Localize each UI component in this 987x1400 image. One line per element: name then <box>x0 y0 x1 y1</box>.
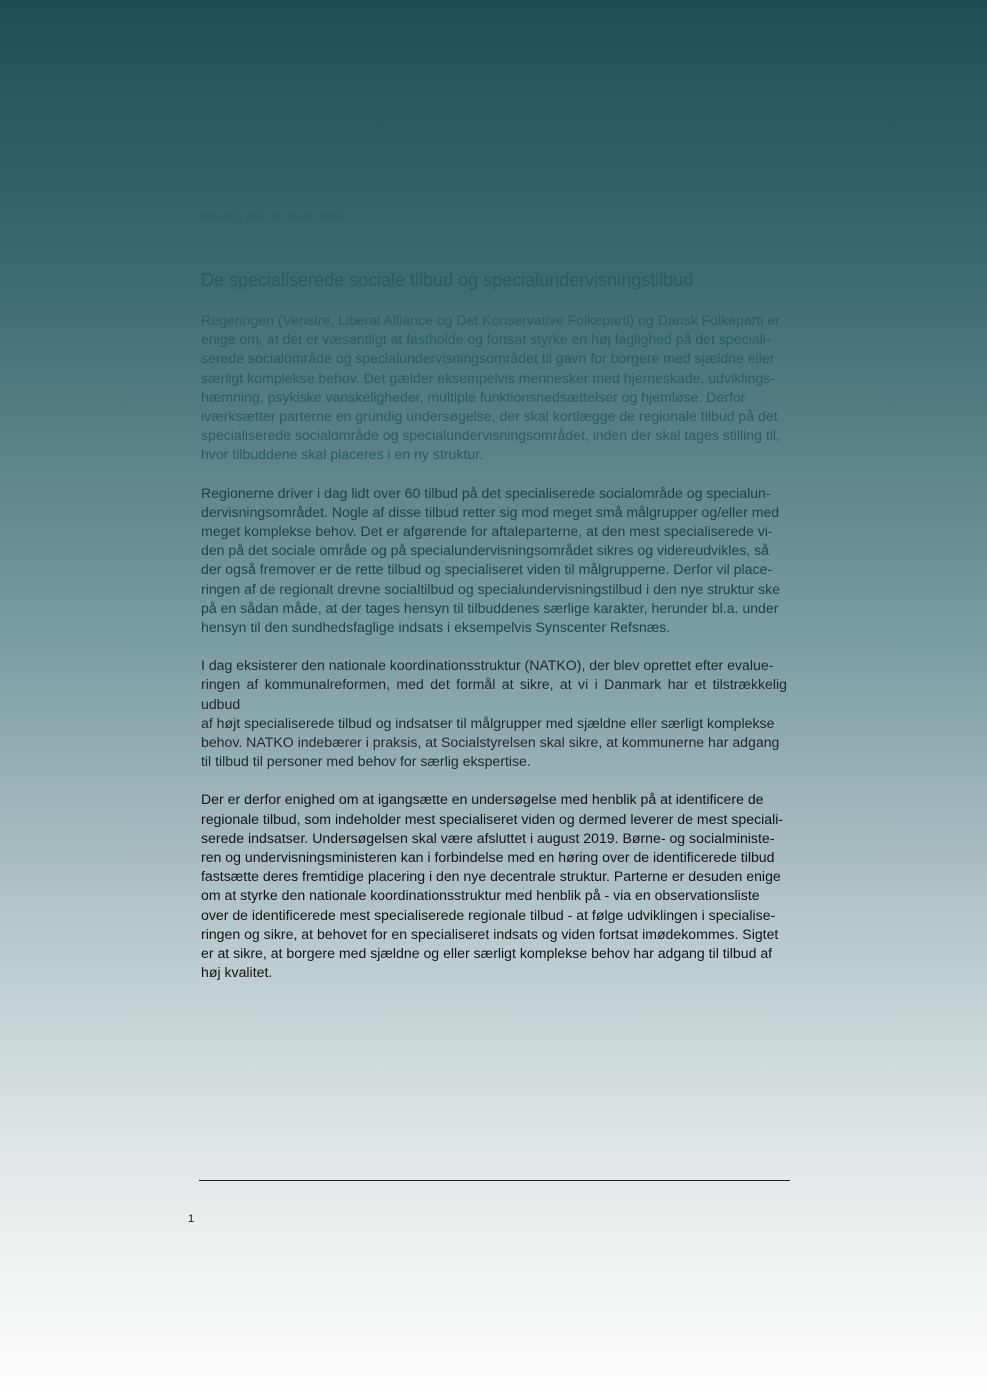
paragraph-1: Regeringen (Venstre, Liberal Alliance og Det Konservative Folkeparti) og Dansk Folkeparti er enige om, at det er væsentligt at fastholde og fortsat styrke en høj faglighed på det speciali- serede socialområde og specialundervisningsområdet til gavn for borgere med sjældne eller særligt komplekse behov. Det gælder eksempelvis mennesker med hjerneskade, udviklings- hæmning, psykiske vanskeligheder, multiple funktionsnedsættelser og hjemløse. Derfor iværksætter parterne en grundig undersøgelse, der skal kortlægge de regionale tilbud på det specialiserede socialområde og specialundervisningsområdet, inden der skal tages stilling til, hvor tilbuddene skal placeres i en ny struktur. <box>201 312 780 463</box>
paragraph-3: I dag eksisterer den nationale koordinationsstruktur (NATKO), der blev oprettet efter evalue- ringen af kommunalreformen, med det formål at sikre, at vi i Danmark har et tilstrækkelig udbud af højt specialiserede tilbud og indsatser til målgrupper med sjældne eller særligt komplekse behov. NATKO indebærer i praksis, at Socialstyrelsen skal sikre, at kommunerne har adgang til tilbud til personer med behov for særlig ekspertise. <box>201 657 787 770</box>
page-number: 1 <box>188 1213 195 1225</box>
paragraph-2: Regionerne driver i dag lidt over 60 tilbud på det specialiserede socialområde og specialun- dervisningsområdet. Nogle af disse tilbud retter sig mod meget små målgrupper og/eller med meget komplekse behov. Det er afgørende for aftaleparterne, at den mest specialiserede vi- den på det sociale område og på specialundervisningsområdet sikres og videreudvikles, så der også fremover er de rette tilbud og specialiseret viden til målgrupperne. Derfor vil place- ringen af de regionalt drevne socialtilbud og specialundervisningstilbud i den nye struktur ske på en sådan måde, at der tages hensyn til tilbuddenes særlige karakter, herunder bl.a. under hensyn til den sundhedsfaglige indsats i eksempelvis Synscenter Refsnæs. <box>201 484 780 636</box>
document-title: De specialiserede sociale tilbud og specialundervisningstilbud <box>201 270 694 290</box>
paragraph-4: Der er derfor enighed om at igangsætte en undersøgelse med henblik på at identificere de regionale tilbud, som indeholder mest specialiseret viden og dermed leverer de mest speciali- serede indsatser. Undersøgelsen skal være afsluttet i august 2019. Børne- og socialministe- ren og undervisningsministeren kan i forbindelse med en høring over de identificerede tilbud fastsætte deres fremtidige placering i den nye decentrale struktur. Parterne er desuden enige om at styrke den nationale koordinationsstruktur med henblik på - via en observationsliste over de identificerede mest specialiserede regionale tilbud - at følge udviklingen i specialise- ringen og sikre, at behovet for en specialiseret indsats og viden fortsat imødekommes. Sigtet er at sikre, at borgere med sjældne og eller særligt komplekse behov har adgang til tilbud af høj kvalitet. <box>201 791 784 981</box>
document-date: Mandag den 25. marts 2019 <box>201 212 345 224</box>
footnote-divider <box>199 1180 790 1181</box>
document-body <box>201 311 787 1002</box>
